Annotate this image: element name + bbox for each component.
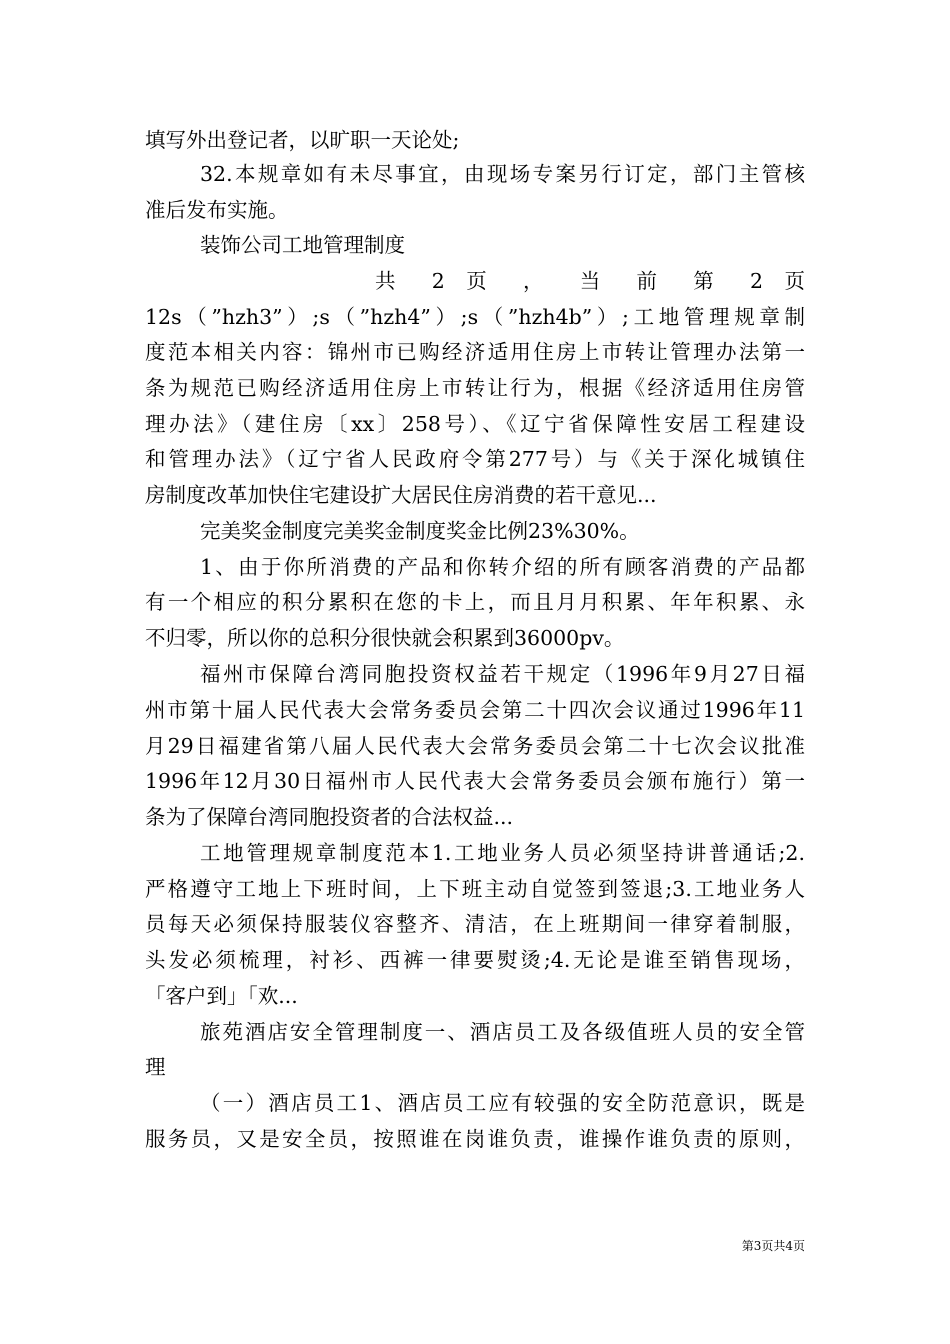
text-line: 不归零，所以你的总积分很快就会积累到36000pv。 — [145, 626, 625, 650]
text-line: 员每天必须保持服装仪容整齐、清洁，在上班期间一律穿着制服， — [145, 912, 805, 936]
text-line: 理办法》（建住房〔xx〕258号）、《辽宁省保障性安居工程建设 — [145, 412, 805, 436]
text-line: 1996年12月30日福州市人民代表大会常务委员会颁布施行）第一 — [145, 769, 805, 793]
text-line: 有一个相应的积分累积在您的卡上，而且月月积累、年年积累、永 — [145, 590, 805, 614]
text-line: 12s（”hzh3”）;s（”hzh4”）;s（”hzh4b”）;工地管理规章制 — [145, 305, 805, 329]
section-heading: 装饰公司工地管理制度 — [200, 233, 405, 257]
text-line: 「客户到」「欢... — [145, 984, 298, 1008]
text-line: 32.本规章如有未尽事宜，由现场专案另行订定，部门主管核 — [200, 162, 805, 186]
text-line: 完美奖金制度完美奖金制度奖金比例23%30%。 — [200, 519, 640, 543]
text-line: 填写外出登记者，以旷职一天论处; — [145, 128, 460, 152]
text-line: 条为了保障台湾同胞投资者的合法权益... — [145, 805, 514, 829]
text-line: 条为规范已购经济适用住房上市转让行为，根据《经济适用住房管 — [145, 376, 805, 400]
text-line: 服务员，又是安全员，按照谁在岗谁负责，谁操作谁负责的原则， — [145, 1127, 805, 1151]
text-line: 州市第十届人民代表大会常务委员会第二十四次会议通过1996年11 — [145, 698, 805, 722]
text-line: 房制度改革加快住宅建设扩大居民住房消费的若干意见... — [145, 483, 657, 507]
text-line: 月29日福建省第八届人民代表大会常务委员会第二十七次会议批准 — [145, 734, 805, 758]
text-line: 理 — [145, 1055, 166, 1079]
text-line: 严格遵守工地上下班时间，上下班主动自觉签到签退;3.工地业务人 — [145, 877, 805, 901]
text-line: 福州市保障台湾同胞投资权益若干规定（1996年9月27日福 — [200, 662, 805, 686]
text-line: 旅苑酒店安全管理制度一、酒店员工及各级值班人员的安全管 — [200, 1020, 805, 1044]
text-line: 工地管理规章制度范本1.工地业务人员必须坚持讲普通话;2. — [200, 841, 805, 865]
text-line: 准后发布实施。 — [145, 198, 289, 222]
text-line: 头发必须梳理，衬衫、西裤一律要熨烫;4.无论是谁至销售现场， — [145, 948, 805, 972]
text-line: 和管理办法》（辽宁省人民政府令第277号）与《关于深化城镇住 — [145, 447, 805, 471]
text-line: 度范本相关内容：锦州市已购经济适用住房上市转让管理办法第一 — [145, 340, 805, 364]
page-count-text: 共 2 页 ， 当 前 第 2 页 — [375, 269, 805, 293]
text-line: 1、由于你所消费的产品和你转介绍的所有顾客消费的产品都 — [200, 555, 805, 579]
page-footer: 第3页共4页 — [741, 1239, 805, 1253]
text-line: （一）酒店员工1、酒店员工应有较强的安全防范意识，既是 — [200, 1091, 805, 1115]
